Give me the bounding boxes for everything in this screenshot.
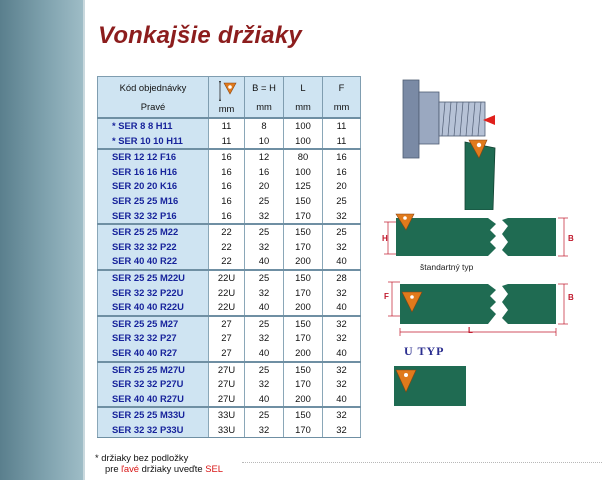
f-cell: 25 xyxy=(323,224,361,240)
dim-h-label: H xyxy=(382,234,388,243)
order-code-cell: SER 25 25 M33U xyxy=(98,407,209,423)
header-f xyxy=(323,77,361,119)
bh-cell: 40 xyxy=(245,254,284,270)
bh-cell: 16 xyxy=(245,165,284,180)
length-cell: 170 xyxy=(284,286,323,301)
f-cell: 32 xyxy=(323,316,361,332)
length-cell: 80 xyxy=(284,149,323,165)
length-cell: 150 xyxy=(284,194,323,209)
order-code-cell: SER 40 40 R22U xyxy=(98,300,209,316)
header-right-label: Pravé xyxy=(140,101,166,112)
turning-setup-drawing xyxy=(395,78,515,210)
order-code-cell: SER 32 32 P33U xyxy=(98,423,209,438)
header-order-code xyxy=(98,77,209,119)
insert-size-cell: 22U xyxy=(209,270,245,286)
f-cell: 40 xyxy=(323,254,361,270)
table-row xyxy=(98,346,361,362)
u-type-holder-drawing xyxy=(388,360,468,412)
f-cell: 32 xyxy=(323,423,361,438)
header-bh-label: B = H xyxy=(252,82,276,93)
footnote-mid: držiaky uveďte xyxy=(139,463,206,474)
insert-size-cell: 16 xyxy=(209,194,245,209)
table-row xyxy=(98,209,361,225)
f-cell: 32 xyxy=(323,331,361,346)
table-row xyxy=(98,407,361,423)
length-cell: 100 xyxy=(284,118,323,134)
bh-cell: 40 xyxy=(245,392,284,408)
header-insert xyxy=(209,77,245,119)
dim-b-label-top: B xyxy=(568,234,574,243)
dotted-divider xyxy=(242,462,602,464)
bh-cell: 32 xyxy=(245,331,284,346)
bh-cell: 32 xyxy=(245,377,284,392)
order-code-cell: SER 32 32 P22U xyxy=(98,286,209,301)
length-cell: 170 xyxy=(284,240,323,255)
order-code-cell: SER 25 25 M22 xyxy=(98,224,209,240)
f-cell: 25 xyxy=(323,194,361,209)
dim-l-label: L xyxy=(468,326,473,335)
header-bh-unit: mm xyxy=(256,101,272,112)
table-row xyxy=(98,224,361,240)
footnote-line-2 xyxy=(95,463,223,474)
dim-f-label: F xyxy=(384,292,389,301)
f-cell: 11 xyxy=(323,134,361,150)
standard-holder-side-view xyxy=(378,210,578,266)
bh-cell: 25 xyxy=(245,194,284,209)
length-cell: 170 xyxy=(284,331,323,346)
order-code-cell: SER 32 32 P22 xyxy=(98,240,209,255)
length-cell: 200 xyxy=(284,254,323,270)
table-row xyxy=(98,362,361,378)
f-cell: 40 xyxy=(323,392,361,408)
f-cell: 11 xyxy=(323,118,361,134)
bh-cell: 25 xyxy=(245,224,284,240)
order-code-cell: SER 40 40 R27 xyxy=(98,346,209,362)
bh-cell: 25 xyxy=(245,362,284,378)
holder-dimension-drawing xyxy=(378,272,578,342)
bh-cell: 8 xyxy=(245,118,284,134)
bh-cell: 32 xyxy=(245,209,284,225)
length-cell: 170 xyxy=(284,209,323,225)
order-code-cell: SER 32 32 P27 xyxy=(98,331,209,346)
header-f-unit: mm xyxy=(333,101,350,112)
table-row xyxy=(98,270,361,286)
order-code-cell: * SER 10 10 H11 xyxy=(98,134,209,150)
table-row xyxy=(98,118,361,134)
insert-size-cell: 11 xyxy=(209,134,245,150)
table-header-row xyxy=(98,77,361,119)
insert-size-cell: 22U xyxy=(209,300,245,316)
sidebar-band xyxy=(0,0,83,480)
f-cell: 16 xyxy=(323,149,361,165)
f-cell: 40 xyxy=(323,300,361,316)
length-cell: 170 xyxy=(284,377,323,392)
f-cell: 32 xyxy=(323,209,361,225)
table-row xyxy=(98,194,361,209)
insert-size-cell: 22 xyxy=(209,224,245,240)
insert-size-cell: 22 xyxy=(209,240,245,255)
page-title: Vonkajšie držiaky xyxy=(98,22,302,49)
length-cell: 150 xyxy=(284,362,323,378)
insert-size-cell: 16 xyxy=(209,165,245,180)
header-bh xyxy=(245,77,284,119)
sidebar-edge xyxy=(83,0,85,480)
table-row xyxy=(98,179,361,194)
footnote-pre: pre xyxy=(105,463,122,474)
order-code-cell: SER 20 20 K16 xyxy=(98,179,209,194)
order-code-cell: SER 32 32 P27U xyxy=(98,377,209,392)
insert-size-cell: 27 xyxy=(209,316,245,332)
header-order-code-label: Kód objednávky xyxy=(119,82,187,93)
f-cell: 32 xyxy=(323,286,361,301)
bh-cell: 40 xyxy=(245,346,284,362)
footnote-left-word: ľavé xyxy=(121,463,140,474)
order-code-cell: SER 25 25 M27U xyxy=(98,362,209,378)
f-cell: 32 xyxy=(323,240,361,255)
bh-cell: 40 xyxy=(245,300,284,316)
table-row xyxy=(98,316,361,332)
bh-cell: 32 xyxy=(245,286,284,301)
f-cell: 32 xyxy=(323,377,361,392)
length-cell: 200 xyxy=(284,300,323,316)
insert-size-cell: 33U xyxy=(209,423,245,438)
length-cell: 150 xyxy=(284,270,323,286)
length-cell: 100 xyxy=(284,165,323,180)
table-row xyxy=(98,300,361,316)
order-code-cell: SER 25 25 M16 xyxy=(98,194,209,209)
order-code-cell: SER 25 25 M22U xyxy=(98,270,209,286)
f-cell: 28 xyxy=(323,270,361,286)
table-row xyxy=(98,392,361,408)
table-row xyxy=(98,240,361,255)
f-cell: 32 xyxy=(323,407,361,423)
table-row xyxy=(98,134,361,150)
insert-size-cell: 27U xyxy=(209,362,245,378)
length-cell: 200 xyxy=(284,346,323,362)
header-l-unit: mm xyxy=(295,101,311,112)
order-code-cell: SER 12 12 F16 xyxy=(98,149,209,165)
header-l-label: L xyxy=(300,82,306,93)
triangle-insert-icon xyxy=(216,80,238,102)
bh-cell: 32 xyxy=(245,423,284,438)
insert-size-cell: 16 xyxy=(209,179,245,194)
length-cell: 150 xyxy=(284,407,323,423)
f-cell: 20 xyxy=(323,179,361,194)
table-row xyxy=(98,286,361,301)
bh-cell: 25 xyxy=(245,407,284,423)
insert-size-cell: 27U xyxy=(209,377,245,392)
footnote-sel-code: SEL xyxy=(205,463,223,474)
table-row xyxy=(98,149,361,165)
table-row xyxy=(98,165,361,180)
table-row xyxy=(98,331,361,346)
order-code-cell: SER 16 16 H16 xyxy=(98,165,209,180)
bh-cell: 20 xyxy=(245,179,284,194)
header-f-label: F xyxy=(338,82,345,93)
insert-size-cell: 11 xyxy=(209,118,245,134)
footnote xyxy=(95,452,223,474)
header-l xyxy=(284,77,323,119)
order-code-cell: SER 25 25 M27 xyxy=(98,316,209,332)
table-row xyxy=(98,254,361,270)
footnote-line-1: * držiaky bez podložky xyxy=(95,452,189,463)
f-cell: 32 xyxy=(323,362,361,378)
insert-size-cell: 27 xyxy=(209,331,245,346)
insert-size-cell: 22 xyxy=(209,254,245,270)
insert-size-cell: 22U xyxy=(209,286,245,301)
length-cell: 125 xyxy=(284,179,323,194)
dim-b-label-bottom: B xyxy=(568,293,574,302)
order-code-cell: * SER 8 8 H11 xyxy=(98,118,209,134)
length-cell: 170 xyxy=(284,423,323,438)
insert-size-cell: 33U xyxy=(209,407,245,423)
bh-cell: 10 xyxy=(245,134,284,150)
f-cell: 16 xyxy=(323,165,361,180)
bh-cell: 32 xyxy=(245,240,284,255)
bh-cell: 12 xyxy=(245,149,284,165)
length-cell: 150 xyxy=(284,316,323,332)
length-cell: 150 xyxy=(284,224,323,240)
order-code-cell: SER 32 32 P16 xyxy=(98,209,209,225)
table-row xyxy=(98,423,361,438)
order-code-cell: SER 40 40 R27U xyxy=(98,392,209,408)
insert-size-cell: 16 xyxy=(209,149,245,165)
bh-cell: 25 xyxy=(245,270,284,286)
length-cell: 200 xyxy=(284,392,323,408)
table-body xyxy=(98,118,361,438)
insert-size-cell: 27U xyxy=(209,392,245,408)
standard-type-label: štandartný typ xyxy=(420,262,474,272)
length-cell: 100 xyxy=(284,134,323,150)
u-type-label: U TYP xyxy=(404,344,445,358)
f-cell: 40 xyxy=(323,346,361,362)
insert-size-cell: 27 xyxy=(209,346,245,362)
order-code-cell: SER 40 40 R22 xyxy=(98,254,209,270)
bh-cell: 25 xyxy=(245,316,284,332)
insert-size-cell: 16 xyxy=(209,209,245,225)
table-row xyxy=(98,377,361,392)
header-insert-unit: mm xyxy=(218,102,235,114)
holder-spec-table xyxy=(97,76,361,438)
